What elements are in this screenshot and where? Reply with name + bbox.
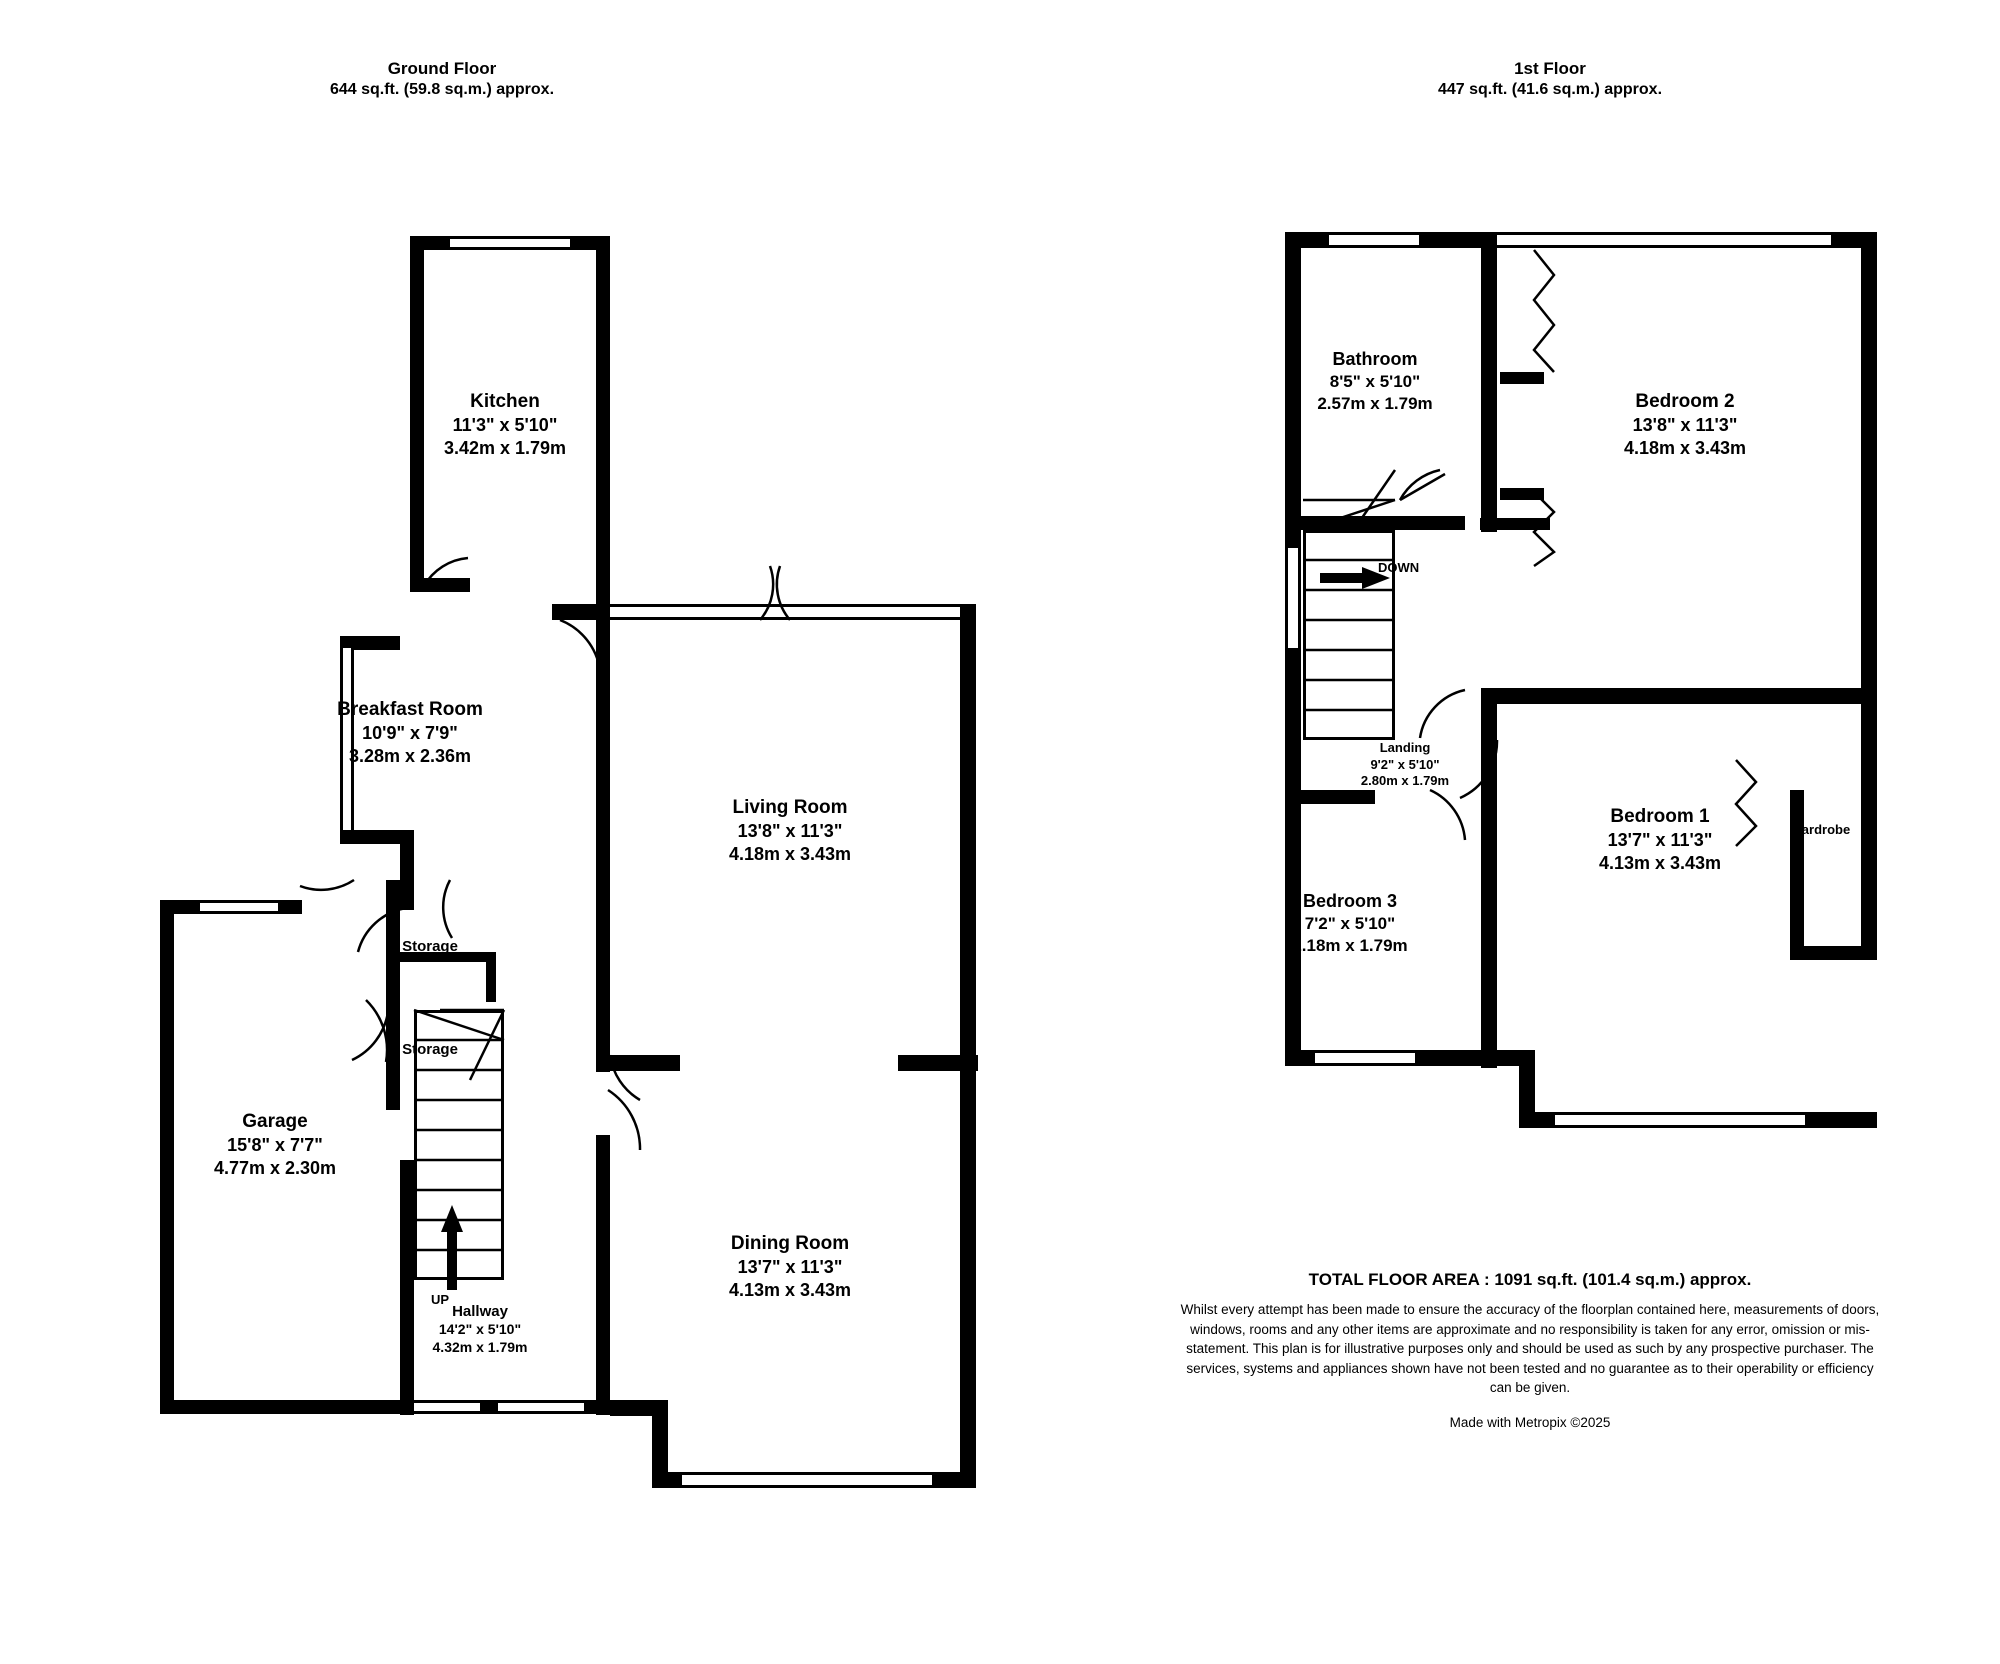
room-label-bathroom: Bathroom 8'5" x 5'10" 2.57m x 1.79m [1317, 349, 1433, 413]
room-label-hallway: Hallway 14'2" x 5'10" 4.32m x 1.79m [432, 1303, 528, 1356]
room-label-breakfast-room: Breakfast Room 10'9" x 7'9" 3.28m x 2.36m [337, 699, 483, 767]
label-stairs-down: DOWN [1378, 560, 1420, 575]
room-label-garage: Garage 15'8" x 7'7" 4.77m x 2.30m [213, 1111, 337, 1179]
total-floor-area: TOTAL FLOOR AREA : 1091 sq.ft. (101.4 sq.m.) approx. [1308, 1270, 1752, 1289]
first-floor-title: 1st Floor [1514, 59, 1586, 78]
credit-text: Made with Metropix ©2025 [1449, 1415, 1611, 1430]
room-label-bedroom-3: Bedroom 3 7'2" x 5'10" 2.18m x 1.79m [1292, 891, 1408, 955]
ground-floor-title: Ground Floor [387, 59, 497, 78]
room-label-bedroom-1: Bedroom 1 13'7" x 11'3" 4.13m x 3.43m [1598, 806, 1722, 874]
room-label-living-room: Living Room 13'8" x 11'3" 4.18m x 3.43m [728, 797, 852, 865]
first-floor-area: 447 sq.ft. (41.6 sq.m.) approx. [1437, 80, 1663, 98]
disclaimer-text: Whilst every attempt has been made to ensure the accuracy of the floorplan contained here, measurements of doors, windows, rooms and any other items are approximate and no responsibility is taken for any error, omission or mis-statement. This plan is for illustrative purposes only and should be used as such by any prospective purchaser. The services, systems and appliances shown have not been tested and no guarantee as to their operability or efficiency can be given. [1180, 1302, 1880, 1396]
room-label-bedroom-2: Bedroom 2 13'8" x 11'3" 4.18m x 3.43m [1623, 391, 1747, 459]
room-label-dining-room: Dining Room 13'7" x 11'3" 4.13m x 3.43m [728, 1233, 852, 1301]
label-stairs-up: UP [430, 1292, 450, 1307]
room-label-landing: Landing 9'2" x 5'10" 2.80m x 1.79m [1360, 740, 1450, 789]
label-storage-lower: Storage [402, 1041, 458, 1058]
label-wardrobe: Wardrobe [1790, 822, 1851, 837]
ground-floor-area: 644 sq.ft. (59.8 sq.m.) approx. [329, 80, 555, 98]
label-storage-upper: Storage [402, 938, 458, 955]
room-label-kitchen: Kitchen 11'3" x 5'10" 3.42m x 1.79m [443, 391, 567, 459]
